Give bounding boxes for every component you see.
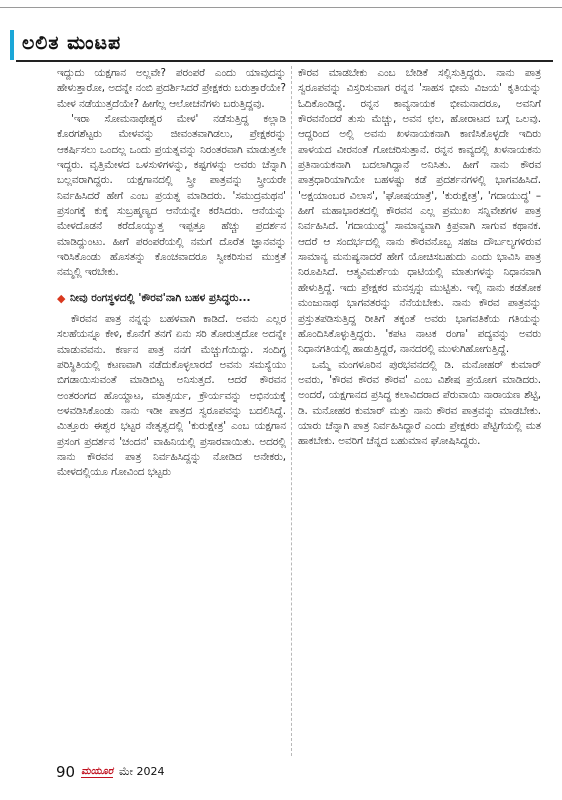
section-title: ಲಲಿತ ಮಂಟಪ — [22, 32, 122, 54]
header-rule — [0, 7, 562, 8]
title-underline — [16, 60, 553, 62]
paragraph: ಒಮ್ಮೆ ಮಂಗಳೂರಿನ ಪುರಭವನದಲ್ಲಿ ಡಿ. ಮನೋಹರ್ ಕುಮಾರ್ ಅವರು, 'ಕೌರವ ಕೌರವ ಕೌರವ' ಎಂಬ ವಿಶೇಷ ಪ್ರಯೋಗ ಮಾಡಿದರು. ಅಂದರೆ, ಯಕ್ಷಗಾನದ ಪ್ರಸಿದ್ಧ ಕಲಾವಿದರಾದ ಪೆರುವಾಯಿ ನಾರಾಯಣ ಶೆಟ್ಟಿ, ಡಿ. ಮನೋಹರ ಕುಮಾರ್ ಮತ್ತು ನಾನು ಕೌರವ ಪಾತ್ರವನ್ನು ಮಾಡಬೇಕು. ಯಾರು ಚೆನ್ನಾಗಿ ಪಾತ್ರ ನಿರ್ವಹಿಸಿದ್ದಾರೆ ಎಂದು ಪ್ರೇಕ್ಷಕರು ಪೆಟ್ಟಿಗೆಯಲ್ಲಿ ಮತ ಹಾಕಬೇಕು. ಅವರಿಗೆ ಚೆನ್ನದ ಬಹುಮಾನ ಘೋಷಿಸಿದ್ದರು. — [298, 358, 541, 448]
paragraph: ಕೌರವ ಮಾಡಬೇಕು ಎಂಬ ಬೇಡಿಕೆ ಸಲ್ಲಿಸುತ್ತಿದ್ದರು. ನಾನು ಪಾತ್ರ ಸ್ವರೂಪವನ್ನು ವಿಸ್ತರಿಸುವಾಗ ರನ್ನನ 'ಸಾಹಸ ಭೀಮ ವಿಜಯ' ಕೃತಿಯನ್ನು ಓದಿಕೊಂಡಿದ್ದೆ. ರನ್ನನ ಕಾವ್ಯನಾಯಕ ಭೀಮನಾದರೂ, ಅವನಿಗೆ ಕೌರವನೆಂದರೆ ತುಸು ಮೆಚ್ಚು, ಅವನ ಛಲ, ಹೋರಾಟದ ಬಗ್ಗೆ ಒಲವು. ಆದ್ದರಿಂದ ಅಲ್ಲಿ ಅವನು ಖಳನಾಯಕನಾಗಿ ಕಾಣಿಸಿಕೊಳ್ಳದೇ ಇದಿರು ಪಾಳಯದ ವೀರನಂತೆ ಗೋಚರಿಸುತ್ತಾನೆ. ರನ್ನನ ಕಾವ್ಯದಲ್ಲಿ ಖಳನಾಯಕನು ಪ್ರತಿನಾಯಕನಾಗಿ ಬದಲಾಗಿದ್ದಾನೆ ಅನಿಸಿತು. ಹೀಗೆ ನಾನು ಕೌರವ ಪಾತ್ರಧಾರಿಯಾಗಿಯೇ ಬಹಳಷ್ಟು ಕಡೆ ಪ್ರದರ್ಶನಗಳಲ್ಲಿ ಭಾಗವಹಿಸಿದೆ. 'ಅಕ್ಷಯಾಂಬರ ವಿಲಾಸ', 'ಘೋಷಯಾತ್ರೆ', 'ಕುರುಕ್ಷೇತ್ರ', 'ಗದಾಯುದ್ಧ' – ಹೀಗೆ ಮಹಾಭಾರತದಲ್ಲಿ ಕೌರವನ ಎಲ್ಲ ಪ್ರಮುಖ ಸನ್ನಿವೇಶಗಳ ಪಾತ್ರ ನಿರ್ವಹಿಸಿದೆ. 'ಗದಾಯುದ್ಧ' ಸಾಮಾನ್ಯವಾಗಿ ಕ್ರಿಪ್ರವಾಗಿ ಸಾಗುವ ಕಥಾನಕ. ಆದರೆ ಆ ಸಂದರ್ಭದಲ್ಲಿ ನಾನು ಕೌರವನೊಬ್ಬ ಸಹಜ ದೌರ್ಬಲ್ಯಗಳಿರುವ ಸಾಮಾನ್ಯ ಮನುಷ್ಯನಾದರೆ ಹೇಗೆ ಯೋಚಿಸಬಹುದು ಎಂದು ಭಾವಿಸಿ ಪಾತ್ರ ನಿರೂಪಿಸಿದೆ. ಆತ್ಮವಿಮರ್ಶೆಯ ಧಾಟಿಯಲ್ಲಿ ಮಾತುಗಳನ್ನು ನಿಧಾನವಾಗಿ ಹೇಳುತ್ತಿದ್ದೆ. ಇದು ಪ್ರೇಕ್ಷಕರ ಮನಸ್ಸನ್ನು ಮುಟ್ಟಿತು. ಇಲ್ಲಿ ನಾನು ಕಡತೋಕ ಮಂಜುನಾಥ ಭಾಗವತರನ್ನು ನೆನೆಯಬೇಕು. ನಾನು ಕೌರವ ಪಾತ್ರವನ್ನು ಪ್ರಸ್ತುತಪಡಿಸುತ್ತಿದ್ದ ರೀತಿಗೆ ತಕ್ಕಂತೆ ಅವರು ಭಾಗವತಿಕೆಯ ಗತಿಯನ್ನು ಹೊಂದಿಸಿಕೊಳ್ಳುತ್ತಿದ್ದರು. 'ಕಪಟ ನಾಟಕ ರಂಗಾ' ಪದ್ಯವನ್ನು ಅವರು ನಿಧಾನಗತಿಯಲ್ಲಿ ಹಾಡುತ್ತಿದ್ದರೆ, ನಾನದರಲ್ಲಿ ಮುಳುಗಿಹೋಗುತ್ತಿದ್ದೆ. — [298, 67, 541, 356]
section-accent-bar — [10, 30, 14, 60]
magazine-logo: ಮಯೂರ — [81, 766, 113, 777]
right-column — [298, 66, 541, 450]
interview-question — [57, 291, 286, 306]
issue-date: ಮೇ 2024 — [118, 765, 165, 778]
paragraph: 'ಇರಾ ಸೋಮನಾಥೇಶ್ವರ ಮೇಳ' ನಡೆಸುತ್ತಿದ್ದ ಕಲ್ಲಾಡಿ ಕೊರಗಶೆಟ್ಟರು ಮೇಳವನ್ನು ಜೀವಂತವಾಗಿಡಲು, ಪ್ರೇಕ್ಷಕರನ್ನು ಆಕರ್ಷಿಸಲು ಒಂದಲ್ಲ ಒಂದು ಪ್ರಯತ್ನವನ್ನು ನಿರಂತರವಾಗಿ ಮಾಡುತ್ತಲೇ ಇದ್ದರು. ವೃತ್ತಿಮೇಳದ ಒಳಸುಳಿಗಳನ್ನು, ಕಷ್ಟಗಳನ್ನು ಅವರು ಚೆನ್ನಾಗಿ ಬಲ್ಲವರಾಗಿದ್ದರು. ಯಕ್ಷಗಾನದಲ್ಲಿ ಸ್ತ್ರೀ ಪಾತ್ರವನ್ನು ಸ್ತ್ರೀಯರೇ ನಿರ್ವಹಿಸಿದರೆ ಹೇಗೆ ಎಂಬ ಪ್ರಯತ್ನ ಮಾಡಿದರು. 'ಸಮುದ್ರಮಥನ' ಪ್ರಸಂಗಕ್ಕೆ ಕುಕ್ಕೆ ಸುಬ್ರಹ್ಮಣ್ಯದ ಆನೆಯನ್ನೇ ಕರೆಸಿದರು. ಆನೆಯನ್ನು ಮೇಳದೊಡನೆ ಕರೆದೊಯ್ಯುತ್ತ ಇಪ್ಪತ್ತೂ ಹೆಚ್ಚು ಪ್ರದರ್ಶನ ಮಾಡಿದ್ದುಂಟು. ಹೀಗೆ ಪರಂಪರೆಯಲ್ಲಿ ನಮಗೆ ದೊರೆತ ಜ್ಞಾನವನ್ನು ಇರಿಸಿಕೊಂಡು ಹೊಸತನ್ನು ಕೊಂಚವಾದರೂ ಸ್ವೀಕರಿಸುವ ಮುಕ್ತತೆ ನಮ್ಮಲ್ಲಿ ಇರಬೇಕು. — [57, 113, 286, 279]
column-divider — [291, 66, 292, 756]
page-footer — [56, 763, 165, 781]
page-number: 90 — [56, 763, 76, 781]
diamond-bullet-icon: ◆ — [57, 291, 66, 305]
answer-paragraph: ಕೌರವನ ಪಾತ್ರ ನನ್ನನ್ನು ಬಹಳವಾಗಿ ಕಾಡಿದೆ. ಅವನು ಎಲ್ಲರ ಸಲಹೆಯನ್ನೂ ಕೇಳಿ, ಕೊನೆಗೆ ತನಗೆ ಏನು ಸರಿ ತೋರುತ್ತದೋ ಅದನ್ನೇ ಮಾಡುವವನು. ಕರ್ಣನ ಪಾತ್ರ ನನಗೆ ಮೆಚ್ಚುಗೆಯಿದ್ದು. ಸಂದಿಗ್ಧ ಪರಿಸ್ಥಿತಿಯಲ್ಲಿ ಕಟಣವಾಗಿ ನಡೆದುಕೊಳ್ಳಲಾರದೆ ಅವನು ಸಮಸ್ಯೆಯು ಬಿಗಡಾಯಿಸುವಂತೆ ಮಾಡಿಬಿಟ್ಟ ಅನಿಸುತ್ತದೆ. ಆದರೆ ಕೌರವನ ಅಂತರಂಗದ ಹೊಯ್ದಾಟ, ಮಾತ್ಸರ್ಯ, ಕ್ರೌರ್ಯವನ್ನು ಅಭಿನಯಕ್ಕೆ ಅಳವಡಿಸಿಕೊಂಡು ನಾನು ಇಡೀ ಪಾತ್ರದ ಸ್ವರೂಪವನ್ನು ಬದಲಿಸಿದ್ದೆ. ಮಿತ್ತೂರು ಈಶ್ವರ ಭಟ್ಟರ ನೇತೃತ್ವದಲ್ಲಿ 'ಕುರುಕ್ಷೇತ್ರ' ಎಂಬ ಯಕ್ಷಗಾನ ಪ್ರಸಂಗ ಪ್ರದರ್ಶನ 'ಚಂದನ' ವಾಹಿನಿಯಲ್ಲಿ ಪ್ರಸಾರವಾಯಿತು. ಅದರಲ್ಲಿ ನಾನು ಕೌರವನ ಪಾತ್ರ ನಿರ್ವಹಿಸಿದ್ದನ್ನು ನೋಡಿದ ಅನೇಕರು, ಮೇಳದಲ್ಲಿಯೂ ಗೋವಿಂದ ಭಟ್ಟರು — [57, 312, 286, 479]
paragraph: ಇದ್ದುದು ಯಕ್ಷಗಾನ ಅಲ್ಲವೇ? ಪರಂಪರೆ ಎಂದು ಯಾವುದನ್ನು ಹೇಳುತ್ತಾರೋ, ಅದನ್ನೇ ನಂಬಿ ಪ್ರದರ್ಶಿಸಿದರೆ ಪ್ರೇಕ್ಷಕರು ಬರುತ್ತಾರೆಯೇ? ಮೇಳ ನಡೆಯುತ್ತದೆಯೇ? ಹೀಗೆಲ್ಲ ಆಲೋಚನೆಗಳು ಬರುತ್ತಿದ್ದವು. — [57, 67, 286, 110]
left-column — [57, 66, 286, 481]
question-text: ನೀವು ರಂಗಸ್ಥಳದಲ್ಲಿ 'ಕೌರವ'ನಾಗಿ ಬಹಳ ಪ್ರಸಿದ್ಧರು... — [70, 291, 251, 304]
